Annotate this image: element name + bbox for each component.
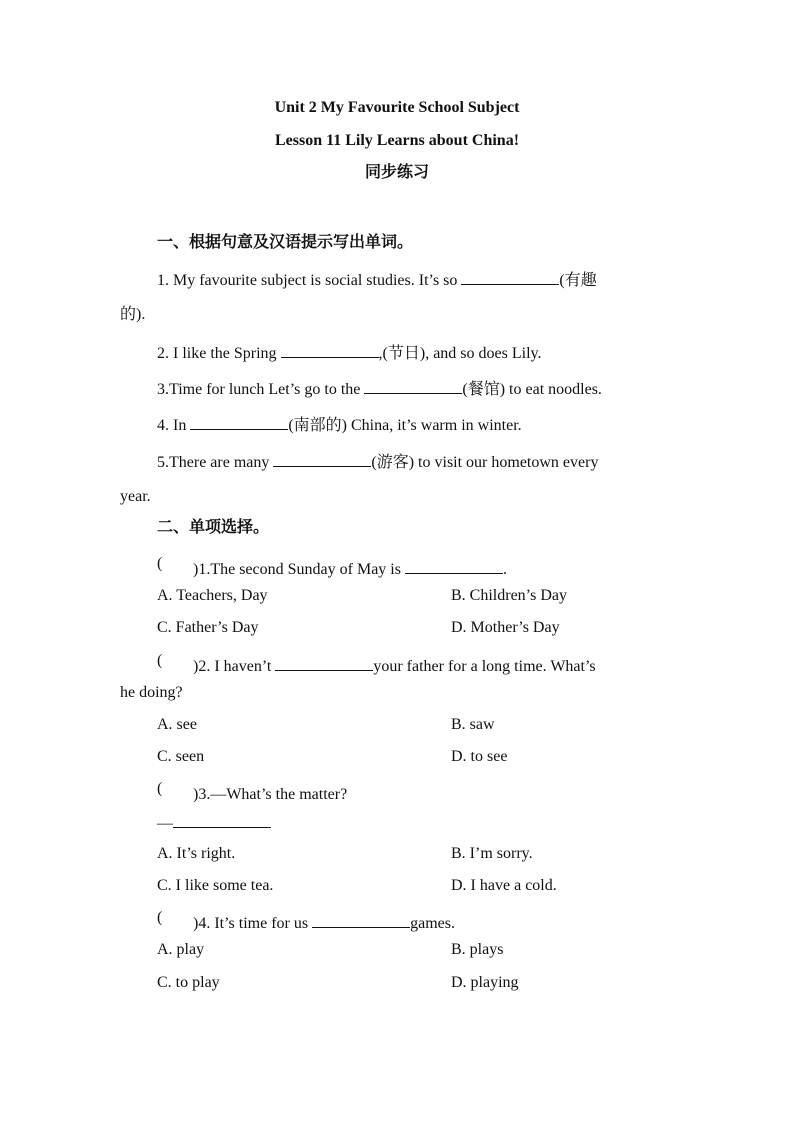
question-hint: (有趣	[559, 272, 597, 289]
worksheet-subtitle: 同步练习	[364, 164, 429, 181]
option-d[interactable]: D. Mother’s Day	[451, 619, 560, 636]
option-c[interactable]: C. I like some tea.	[157, 877, 274, 894]
answer-blank[interactable]	[190, 414, 288, 430]
question-line	[157, 451, 598, 473]
dialogue-answer-line: —	[157, 812, 271, 834]
option-a[interactable]: A. see	[157, 716, 197, 733]
mc-question-stem: ( )3.—What’s the matter?	[157, 780, 348, 803]
lesson-title: Lesson 11 Lily Learns about China!	[274, 132, 520, 149]
option-b[interactable]: B. saw	[451, 716, 495, 733]
section1-heading: 一、根据句意及汉语提示写出单词。	[157, 234, 414, 251]
question-text: 1. My favourite subject is social studies. It’s so	[157, 272, 462, 289]
answer-paren[interactable]: (	[157, 909, 163, 926]
option-c[interactable]: C. to play	[157, 974, 220, 991]
question-wrap: year.	[120, 488, 151, 505]
option-c[interactable]: C. seen	[157, 748, 205, 765]
question-line	[157, 342, 542, 364]
answer-blank[interactable]	[312, 912, 410, 928]
answer-blank[interactable]	[405, 558, 503, 574]
question-wrap: 的).	[120, 306, 146, 323]
unit-title: Unit 2 My Favourite School Subject	[274, 99, 520, 116]
answer-paren[interactable]: (	[157, 555, 163, 572]
question-text: 4. In	[157, 417, 191, 434]
answer-paren[interactable]: (	[157, 780, 163, 797]
answer-blank[interactable]	[275, 655, 373, 671]
option-a[interactable]: A. It’s right.	[157, 845, 236, 862]
question-text: 5.There are many	[157, 454, 274, 471]
question-wrap: he doing?	[120, 684, 183, 701]
question-line	[157, 414, 522, 436]
answer-blank[interactable]	[173, 812, 271, 828]
question-hint: ,(节日), and so does Lily.	[378, 345, 542, 362]
mc-question-stem: ( )1.The second Sunday of May is .	[157, 555, 507, 578]
answer-blank[interactable]	[461, 269, 559, 285]
answer-blank[interactable]	[364, 378, 462, 394]
answer-paren[interactable]: (	[157, 652, 163, 669]
question-line	[157, 378, 602, 400]
question-hint: (南部的) China, it’s warm in winter.	[288, 417, 522, 434]
question-text: 2. I like the Spring	[157, 345, 281, 362]
option-b[interactable]: B. Children’s Day	[451, 587, 567, 604]
option-b[interactable]: B. I’m sorry.	[451, 845, 533, 862]
mc-question-stem: ( )4. It’s time for us games.	[157, 909, 455, 932]
question-hint: (餐馆) to eat noodles.	[462, 381, 602, 398]
question-line	[157, 269, 597, 291]
option-d[interactable]: D. to see	[451, 748, 508, 765]
option-b[interactable]: B. plays	[451, 941, 504, 958]
answer-blank[interactable]	[273, 451, 371, 467]
option-d[interactable]: D. playing	[451, 974, 519, 991]
question-hint: (游客) to visit our hometown every	[371, 454, 599, 471]
section2-heading: 二、单项选择。	[157, 519, 270, 536]
option-a[interactable]: A. play	[157, 941, 205, 958]
answer-blank[interactable]	[281, 342, 379, 358]
mc-question-stem: ( )2. I haven’t your father for a long time. What’s	[157, 652, 596, 675]
option-c[interactable]: C. Father’s Day	[157, 619, 259, 636]
option-d[interactable]: D. I have a cold.	[451, 877, 557, 894]
question-text: 3.Time for lunch Let’s go to the	[157, 381, 365, 398]
option-a[interactable]: A. Teachers, Day	[157, 587, 268, 604]
